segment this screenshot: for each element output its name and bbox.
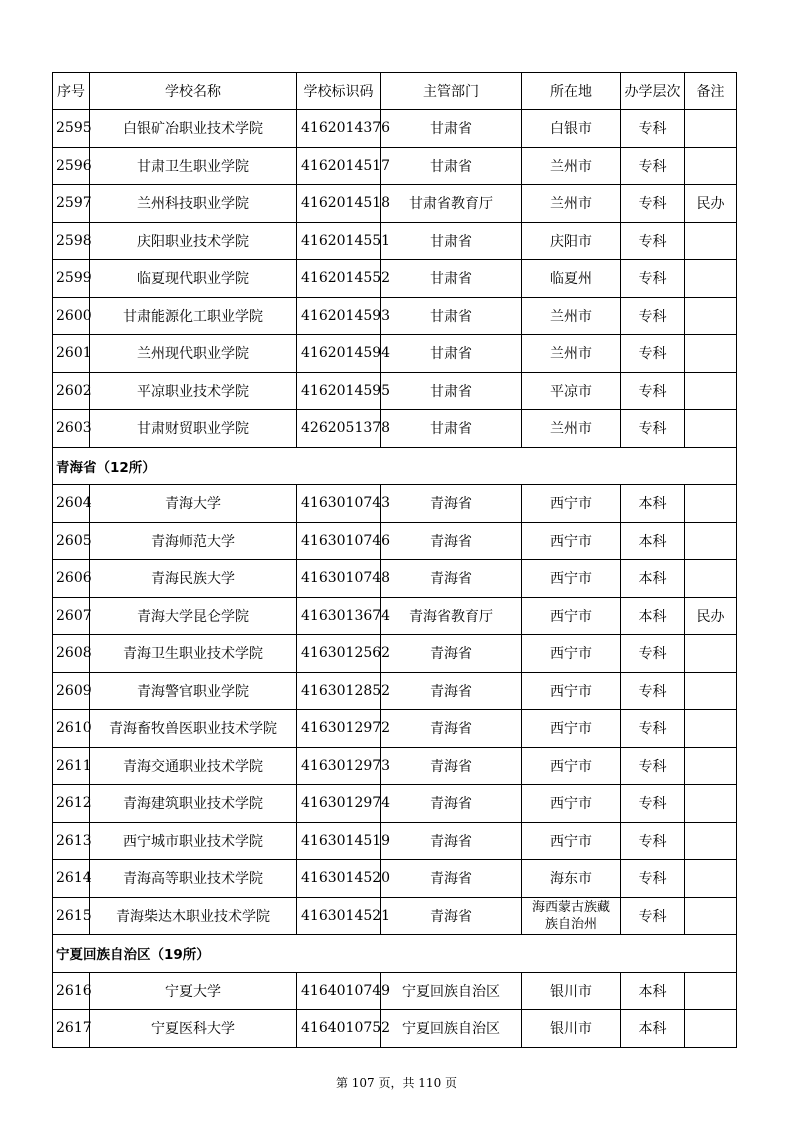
cell-location: 海东市 xyxy=(522,860,621,898)
cell-num: 2602 xyxy=(53,372,90,410)
cell-location: 西宁市 xyxy=(522,522,621,560)
cell-location: 兰州市 xyxy=(522,410,621,448)
cell-note xyxy=(685,672,737,710)
table-row xyxy=(53,635,737,673)
cell-level: 专科 xyxy=(621,822,685,860)
cell-num: 2610 xyxy=(53,710,90,748)
cell-school-name: 青海交通职业技术学院 xyxy=(90,747,297,785)
header-location: 所在地 xyxy=(522,73,621,110)
cell-level: 专科 xyxy=(621,785,685,823)
cell-note xyxy=(685,260,737,298)
header-dept: 主管部门 xyxy=(381,73,522,110)
cell-level: 本科 xyxy=(621,522,685,560)
cell-location: 西宁市 xyxy=(522,785,621,823)
cell-school-name: 青海畜牧兽医职业技术学院 xyxy=(90,710,297,748)
cell-location: 兰州市 xyxy=(522,147,621,185)
cell-level: 专科 xyxy=(621,672,685,710)
table-row xyxy=(53,485,737,523)
cell-location: 西宁市 xyxy=(522,560,621,598)
cell-department: 青海省 xyxy=(381,860,522,898)
cell-school-name: 青海师范大学 xyxy=(90,522,297,560)
cell-level: 专科 xyxy=(621,860,685,898)
cell-department: 甘肃省 xyxy=(381,147,522,185)
table-row xyxy=(53,822,737,860)
cell-department: 甘肃省 xyxy=(381,110,522,148)
cell-department: 青海省 xyxy=(381,672,522,710)
cell-school-name: 甘肃能源化工职业学院 xyxy=(90,297,297,335)
cell-school-code: 4163014520 xyxy=(297,860,381,898)
cell-school-code: 4162014552 xyxy=(297,260,381,298)
table-row xyxy=(53,522,737,560)
cell-school-name: 兰州科技职业学院 xyxy=(90,185,297,223)
cell-school-name: 甘肃卫生职业学院 xyxy=(90,147,297,185)
cell-school-name: 青海建筑职业技术学院 xyxy=(90,785,297,823)
cell-num: 2616 xyxy=(53,972,90,1010)
cell-note xyxy=(685,747,737,785)
cell-note xyxy=(685,785,737,823)
cell-note xyxy=(685,560,737,598)
cell-school-code: 4163012562 xyxy=(297,635,381,673)
cell-department: 青海省 xyxy=(381,897,522,935)
cell-school-code: 4163013674 xyxy=(297,597,381,635)
cell-department: 甘肃省 xyxy=(381,222,522,260)
cell-department: 甘肃省 xyxy=(381,260,522,298)
cell-school-name: 临夏现代职业学院 xyxy=(90,260,297,298)
cell-school-code: 4162014517 xyxy=(297,147,381,185)
cell-school-name: 青海高等职业技术学院 xyxy=(90,860,297,898)
table-row xyxy=(53,597,737,635)
cell-school-name: 青海大学 xyxy=(90,485,297,523)
cell-school-name: 庆阳职业技术学院 xyxy=(90,222,297,260)
cell-school-name: 青海大学昆仑学院 xyxy=(90,597,297,635)
cell-note xyxy=(685,822,737,860)
cell-num: 2617 xyxy=(53,1010,90,1048)
cell-department: 青海省教育厅 xyxy=(381,597,522,635)
cell-num: 2609 xyxy=(53,672,90,710)
table-row xyxy=(53,860,737,898)
cell-num: 2607 xyxy=(53,597,90,635)
table-row xyxy=(53,710,737,748)
cell-level: 本科 xyxy=(621,1010,685,1048)
table-body xyxy=(53,110,737,1048)
cell-department: 青海省 xyxy=(381,710,522,748)
cell-location: 西宁市 xyxy=(522,672,621,710)
cell-note xyxy=(685,410,737,448)
table-row xyxy=(53,222,737,260)
cell-location: 西宁市 xyxy=(522,710,621,748)
cell-level: 本科 xyxy=(621,972,685,1010)
cell-department: 甘肃省教育厅 xyxy=(381,185,522,223)
cell-location: 临夏州 xyxy=(522,260,621,298)
cell-department: 宁夏回族自治区 xyxy=(381,1010,522,1048)
cell-school-code: 4162014595 xyxy=(297,372,381,410)
cell-school-name: 白银矿冶职业技术学院 xyxy=(90,110,297,148)
cell-note xyxy=(685,972,737,1010)
table-row xyxy=(53,747,737,785)
cell-num: 2599 xyxy=(53,260,90,298)
cell-num: 2600 xyxy=(53,297,90,335)
cell-school-code: 4162014593 xyxy=(297,297,381,335)
cell-location: 银川市 xyxy=(522,1010,621,1048)
cell-note xyxy=(685,147,737,185)
cell-school-name: 宁夏医科大学 xyxy=(90,1010,297,1048)
cell-num: 2613 xyxy=(53,822,90,860)
cell-department: 甘肃省 xyxy=(381,335,522,373)
cell-level: 专科 xyxy=(621,747,685,785)
cell-level: 专科 xyxy=(621,410,685,448)
header-note: 备注 xyxy=(685,73,737,110)
cell-note xyxy=(685,372,737,410)
cell-level: 专科 xyxy=(621,710,685,748)
cell-school-code: 4164010749 xyxy=(297,972,381,1010)
cell-school-name: 青海警官职业学院 xyxy=(90,672,297,710)
cell-level: 专科 xyxy=(621,335,685,373)
cell-num: 2604 xyxy=(53,485,90,523)
cell-department: 青海省 xyxy=(381,747,522,785)
cell-note xyxy=(685,1010,737,1048)
table-row xyxy=(53,410,737,448)
cell-location: 西宁市 xyxy=(522,635,621,673)
cell-location: 西宁市 xyxy=(522,485,621,523)
cell-school-code: 4163010746 xyxy=(297,522,381,560)
cell-level: 专科 xyxy=(621,110,685,148)
cell-school-code: 4164010752 xyxy=(297,1010,381,1048)
cell-school-name: 青海柴达木职业技术学院 xyxy=(90,897,297,935)
cell-school-name: 甘肃财贸职业学院 xyxy=(90,410,297,448)
cell-note: 民办 xyxy=(685,185,737,223)
section-title: 青海省（12所） xyxy=(53,447,737,485)
cell-level: 专科 xyxy=(621,260,685,298)
cell-note xyxy=(685,335,737,373)
cell-note xyxy=(685,860,737,898)
section-title: 宁夏回族自治区（19所） xyxy=(53,935,737,973)
cell-location: 平凉市 xyxy=(522,372,621,410)
cell-num: 2598 xyxy=(53,222,90,260)
cell-num: 2605 xyxy=(53,522,90,560)
cell-location: 庆阳市 xyxy=(522,222,621,260)
table-row xyxy=(53,335,737,373)
cell-department: 青海省 xyxy=(381,485,522,523)
cell-num: 2596 xyxy=(53,147,90,185)
header-name: 学校名称 xyxy=(90,73,297,110)
section-header-row xyxy=(53,447,737,485)
cell-level: 本科 xyxy=(621,597,685,635)
cell-level: 专科 xyxy=(621,147,685,185)
cell-school-name: 兰州现代职业学院 xyxy=(90,335,297,373)
table-row xyxy=(53,185,737,223)
header-level: 办学层次 xyxy=(621,73,685,110)
cell-level: 专科 xyxy=(621,297,685,335)
cell-school-code: 4163012974 xyxy=(297,785,381,823)
cell-num: 2597 xyxy=(53,185,90,223)
cell-num: 2595 xyxy=(53,110,90,148)
cell-school-code: 4162014376 xyxy=(297,110,381,148)
cell-note xyxy=(685,222,737,260)
page-footer: 第 107 页，共 110 页 xyxy=(335,1076,458,1090)
cell-department: 青海省 xyxy=(381,785,522,823)
cell-num: 2612 xyxy=(53,785,90,823)
cell-level: 本科 xyxy=(621,560,685,598)
cell-num: 2615 xyxy=(53,897,90,935)
cell-num: 2614 xyxy=(53,860,90,898)
cell-note xyxy=(685,897,737,935)
cell-department: 青海省 xyxy=(381,560,522,598)
cell-level: 专科 xyxy=(621,185,685,223)
school-list-table-container xyxy=(52,72,736,1048)
table-row xyxy=(53,560,737,598)
cell-num: 2601 xyxy=(53,335,90,373)
cell-note xyxy=(685,522,737,560)
cell-level: 专科 xyxy=(621,635,685,673)
table-row xyxy=(53,897,737,935)
cell-department: 青海省 xyxy=(381,822,522,860)
cell-num: 2606 xyxy=(53,560,90,598)
cell-location: 银川市 xyxy=(522,972,621,1010)
cell-note xyxy=(685,710,737,748)
cell-department: 甘肃省 xyxy=(381,297,522,335)
cell-department: 青海省 xyxy=(381,635,522,673)
cell-location: 海西蒙古族藏 族自治州 xyxy=(522,897,621,935)
cell-level: 本科 xyxy=(621,485,685,523)
cell-school-code: 4163010748 xyxy=(297,560,381,598)
cell-school-name: 青海卫生职业技术学院 xyxy=(90,635,297,673)
cell-department: 青海省 xyxy=(381,522,522,560)
table-row xyxy=(53,372,737,410)
table-row xyxy=(53,147,737,185)
cell-school-code: 4163012973 xyxy=(297,747,381,785)
cell-location: 白银市 xyxy=(522,110,621,148)
cell-location: 西宁市 xyxy=(522,747,621,785)
cell-note xyxy=(685,485,737,523)
cell-department: 甘肃省 xyxy=(381,410,522,448)
header-code: 学校标识码 xyxy=(297,73,381,110)
cell-school-name: 平凉职业技术学院 xyxy=(90,372,297,410)
cell-school-code: 4163014521 xyxy=(297,897,381,935)
school-list-table xyxy=(52,72,737,1048)
cell-school-code: 4162014518 xyxy=(297,185,381,223)
cell-level: 专科 xyxy=(621,897,685,935)
cell-department: 甘肃省 xyxy=(381,372,522,410)
cell-note: 民办 xyxy=(685,597,737,635)
table-row xyxy=(53,297,737,335)
cell-school-code: 4163012972 xyxy=(297,710,381,748)
section-header-row xyxy=(53,935,737,973)
cell-note xyxy=(685,635,737,673)
cell-school-code: 4163014519 xyxy=(297,822,381,860)
table-row xyxy=(53,110,737,148)
table-row xyxy=(53,672,737,710)
cell-school-code: 4163010743 xyxy=(297,485,381,523)
cell-location: 兰州市 xyxy=(522,185,621,223)
cell-school-code: 4163012852 xyxy=(297,672,381,710)
header-num: 序号 xyxy=(53,73,90,110)
cell-num: 2608 xyxy=(53,635,90,673)
cell-location: 西宁市 xyxy=(522,597,621,635)
table-row xyxy=(53,972,737,1010)
cell-school-code: 4162014594 xyxy=(297,335,381,373)
cell-department: 宁夏回族自治区 xyxy=(381,972,522,1010)
cell-school-name: 宁夏大学 xyxy=(90,972,297,1010)
cell-school-name: 西宁城市职业技术学院 xyxy=(90,822,297,860)
cell-level: 专科 xyxy=(621,222,685,260)
cell-school-code: 4162014551 xyxy=(297,222,381,260)
cell-num: 2611 xyxy=(53,747,90,785)
cell-school-code: 4262051378 xyxy=(297,410,381,448)
table-row xyxy=(53,785,737,823)
cell-location: 兰州市 xyxy=(522,335,621,373)
table-header-row xyxy=(53,73,737,110)
cell-note xyxy=(685,110,737,148)
cell-level: 专科 xyxy=(621,372,685,410)
cell-location: 兰州市 xyxy=(522,297,621,335)
cell-note xyxy=(685,297,737,335)
table-row xyxy=(53,1010,737,1048)
table-row xyxy=(53,260,737,298)
cell-school-name: 青海民族大学 xyxy=(90,560,297,598)
cell-num: 2603 xyxy=(53,410,90,448)
cell-location: 西宁市 xyxy=(522,822,621,860)
